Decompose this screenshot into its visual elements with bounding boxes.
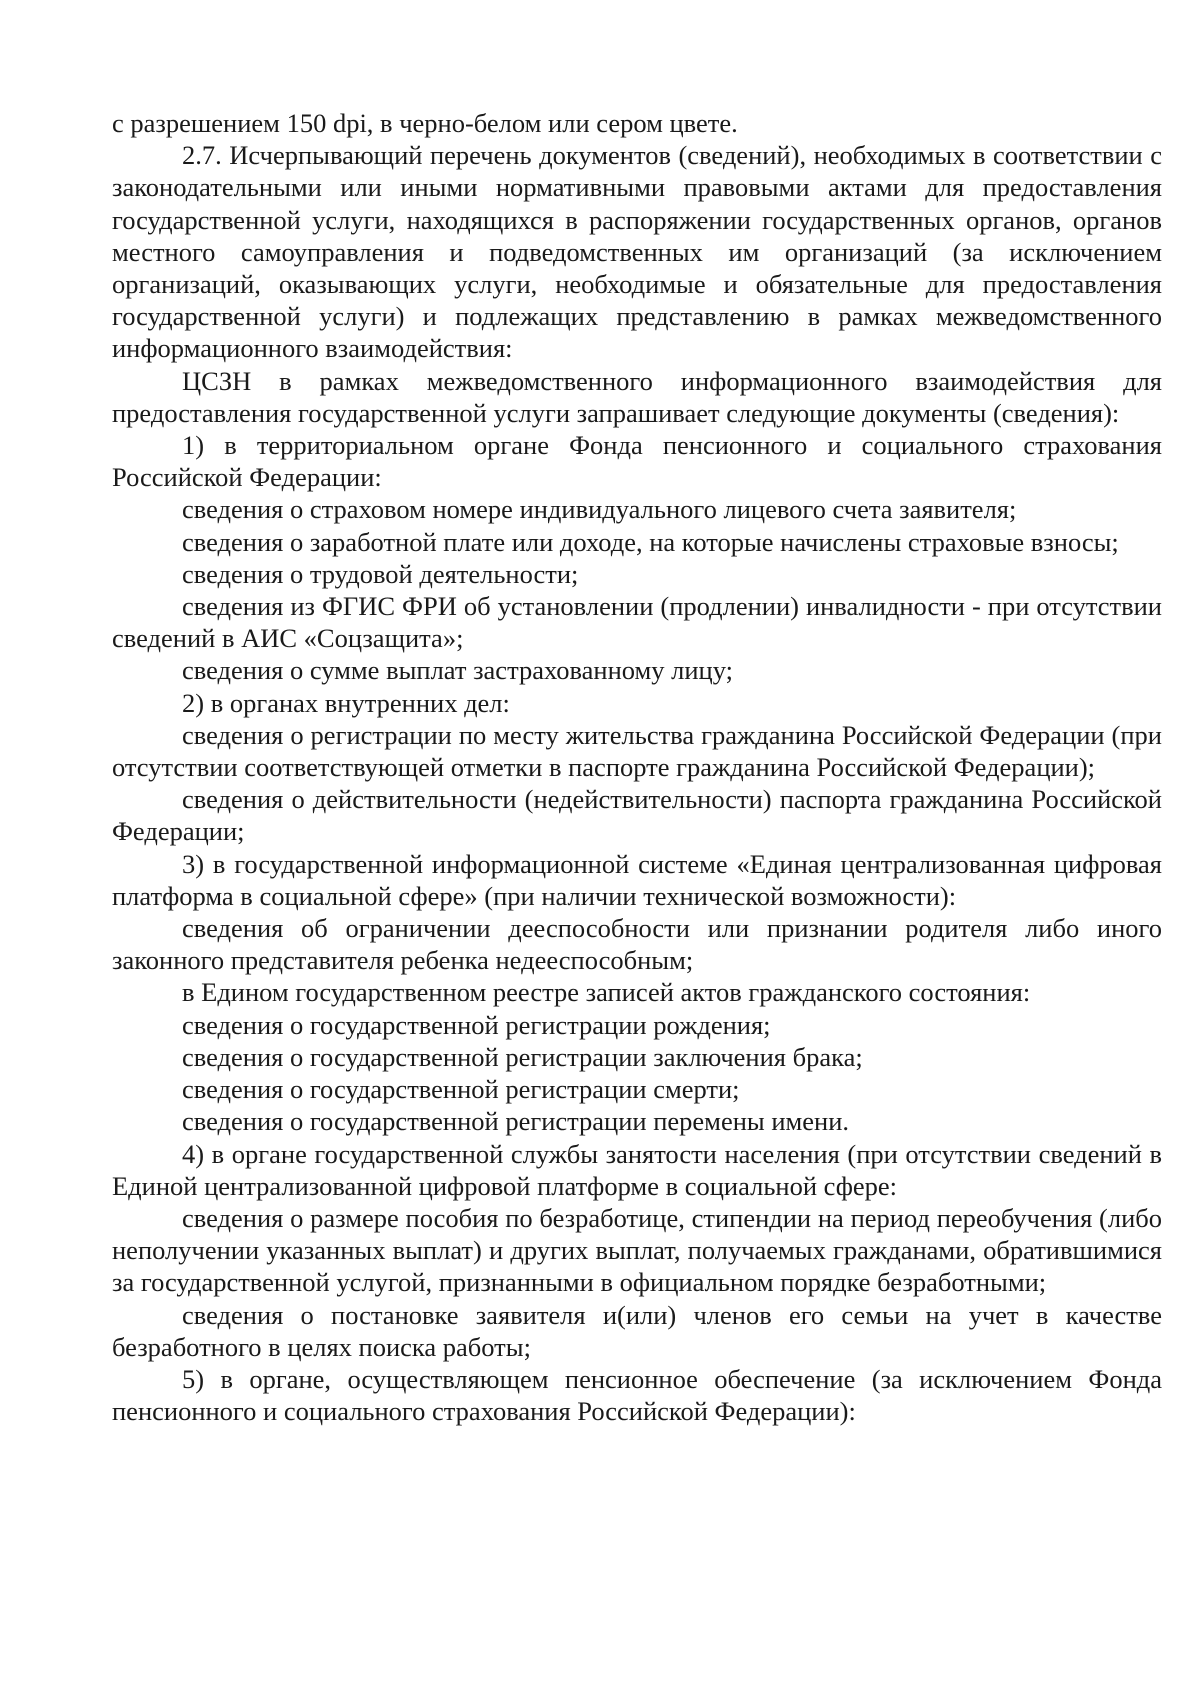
- list-subitem-civil-registry: в Едином государственном реестре записей актов гражданского состояния:: [182, 977, 1031, 1008]
- list-subitem-death: сведения о государственной регистрации смерти;: [182, 1074, 740, 1105]
- list-subitem-marriage: сведения о государственной регистрации заключения брака;: [182, 1041, 863, 1072]
- list-item-2-internal-affairs: 2) в органах внутренних дел:: [182, 687, 510, 718]
- list-subitem-snils: сведения о страховом номере индивидуального лицевого счета заявителя;: [182, 494, 1017, 525]
- list-subitem-incapacity: сведения об ограничении дееспособности или признании родителя либо иного законного представителя ребенка недееспособным;: [112, 913, 1162, 976]
- list-item-5-pension-provider: 5) в органе, осуществляющем пенсионное обеспечение (за исключением Фонда пенсионного и социального страхования Российской Федерации):: [112, 1363, 1162, 1427]
- list-subitem-name-change: сведения о государственной регистрации перемены имени.: [182, 1106, 850, 1137]
- list-subitem-birth: сведения о государственной регистрации рождения;: [182, 1009, 771, 1040]
- list-subitem-disability: сведения из ФГИС ФРИ об установлении (продлении) инвалидности - при отсутствии сведений в АИС «Соцзащита»;: [112, 591, 1162, 654]
- paragraph-cszn-requests: ЦСЗН в рамках межведомственного информационного взаимодействия для предоставления государственной услуги запрашивает следующие документы (сведения):: [112, 365, 1162, 428]
- list-subitem-employment: сведения о трудовой деятельности;: [182, 558, 579, 589]
- list-item-4-employment-service: 4) в органе государственной службы занятости населения (при отсутствии сведений в Единой централизованной цифровой платформе в социальной сфере:: [112, 1138, 1162, 1201]
- list-subitem-registration: сведения о регистрации по месту жительства гражданина Российской Федерации (при отсутствии соответствующей отметки в паспорте гражданина Российской Федерации);: [112, 719, 1162, 783]
- list-item-3-digital-platform: 3) в государственной информационной системе «Единая централизованная цифровая платформа в социальной сфере» (при наличии технической возможности):: [112, 848, 1162, 911]
- list-subitem-unemployed-registration: сведения о постановке заявителя и(или) членов его семьи на учет в качестве безработного в целях поиска работы;: [112, 1299, 1162, 1362]
- list-subitem-payments: сведения о сумме выплат застрахованному лицу;: [182, 655, 734, 686]
- paragraph-continuation: с разрешением 150 dpi, в черно-белом или сером цвете.: [112, 108, 738, 138]
- list-item-1-pension-fund: 1) в территориальном органе Фонда пенсионного и социального страхования Российской Федерации:: [112, 430, 1162, 493]
- paragraph-2-7-heading: 2.7. Исчерпывающий перечень документов (сведений), необходимых в соответствии с законодательными или иными нормативными правовыми актами для предоставления государственной услуги, находящихся в распоряжении государственных органов, органов местного самоуправления и подведомственных им организаций (за исключением организаций, оказывающих услуги, необходимые и обязательные для предоставления государственной услуги) и подлежащих представлению в рамках межведомственного информационного взаимодействия:: [112, 140, 1162, 364]
- list-subitem-unemployment-benefit: сведения о размере пособия по безработице, стипендии на период переобучения (либо неполучении указанных выплат) и других выплат, получаемых гражданами, обратившимися за государственной услугой, признанными в официальном порядке безработными;: [112, 1202, 1162, 1298]
- list-subitem-passport-validity: сведения о действительности (недействительности) паспорта гражданина Российской Федерации;: [112, 784, 1162, 847]
- list-subitem-wages: сведения о заработной плате или доходе, на которые начислены страховые взносы;: [182, 526, 1119, 557]
- document-body: [112, 107, 1162, 1427]
